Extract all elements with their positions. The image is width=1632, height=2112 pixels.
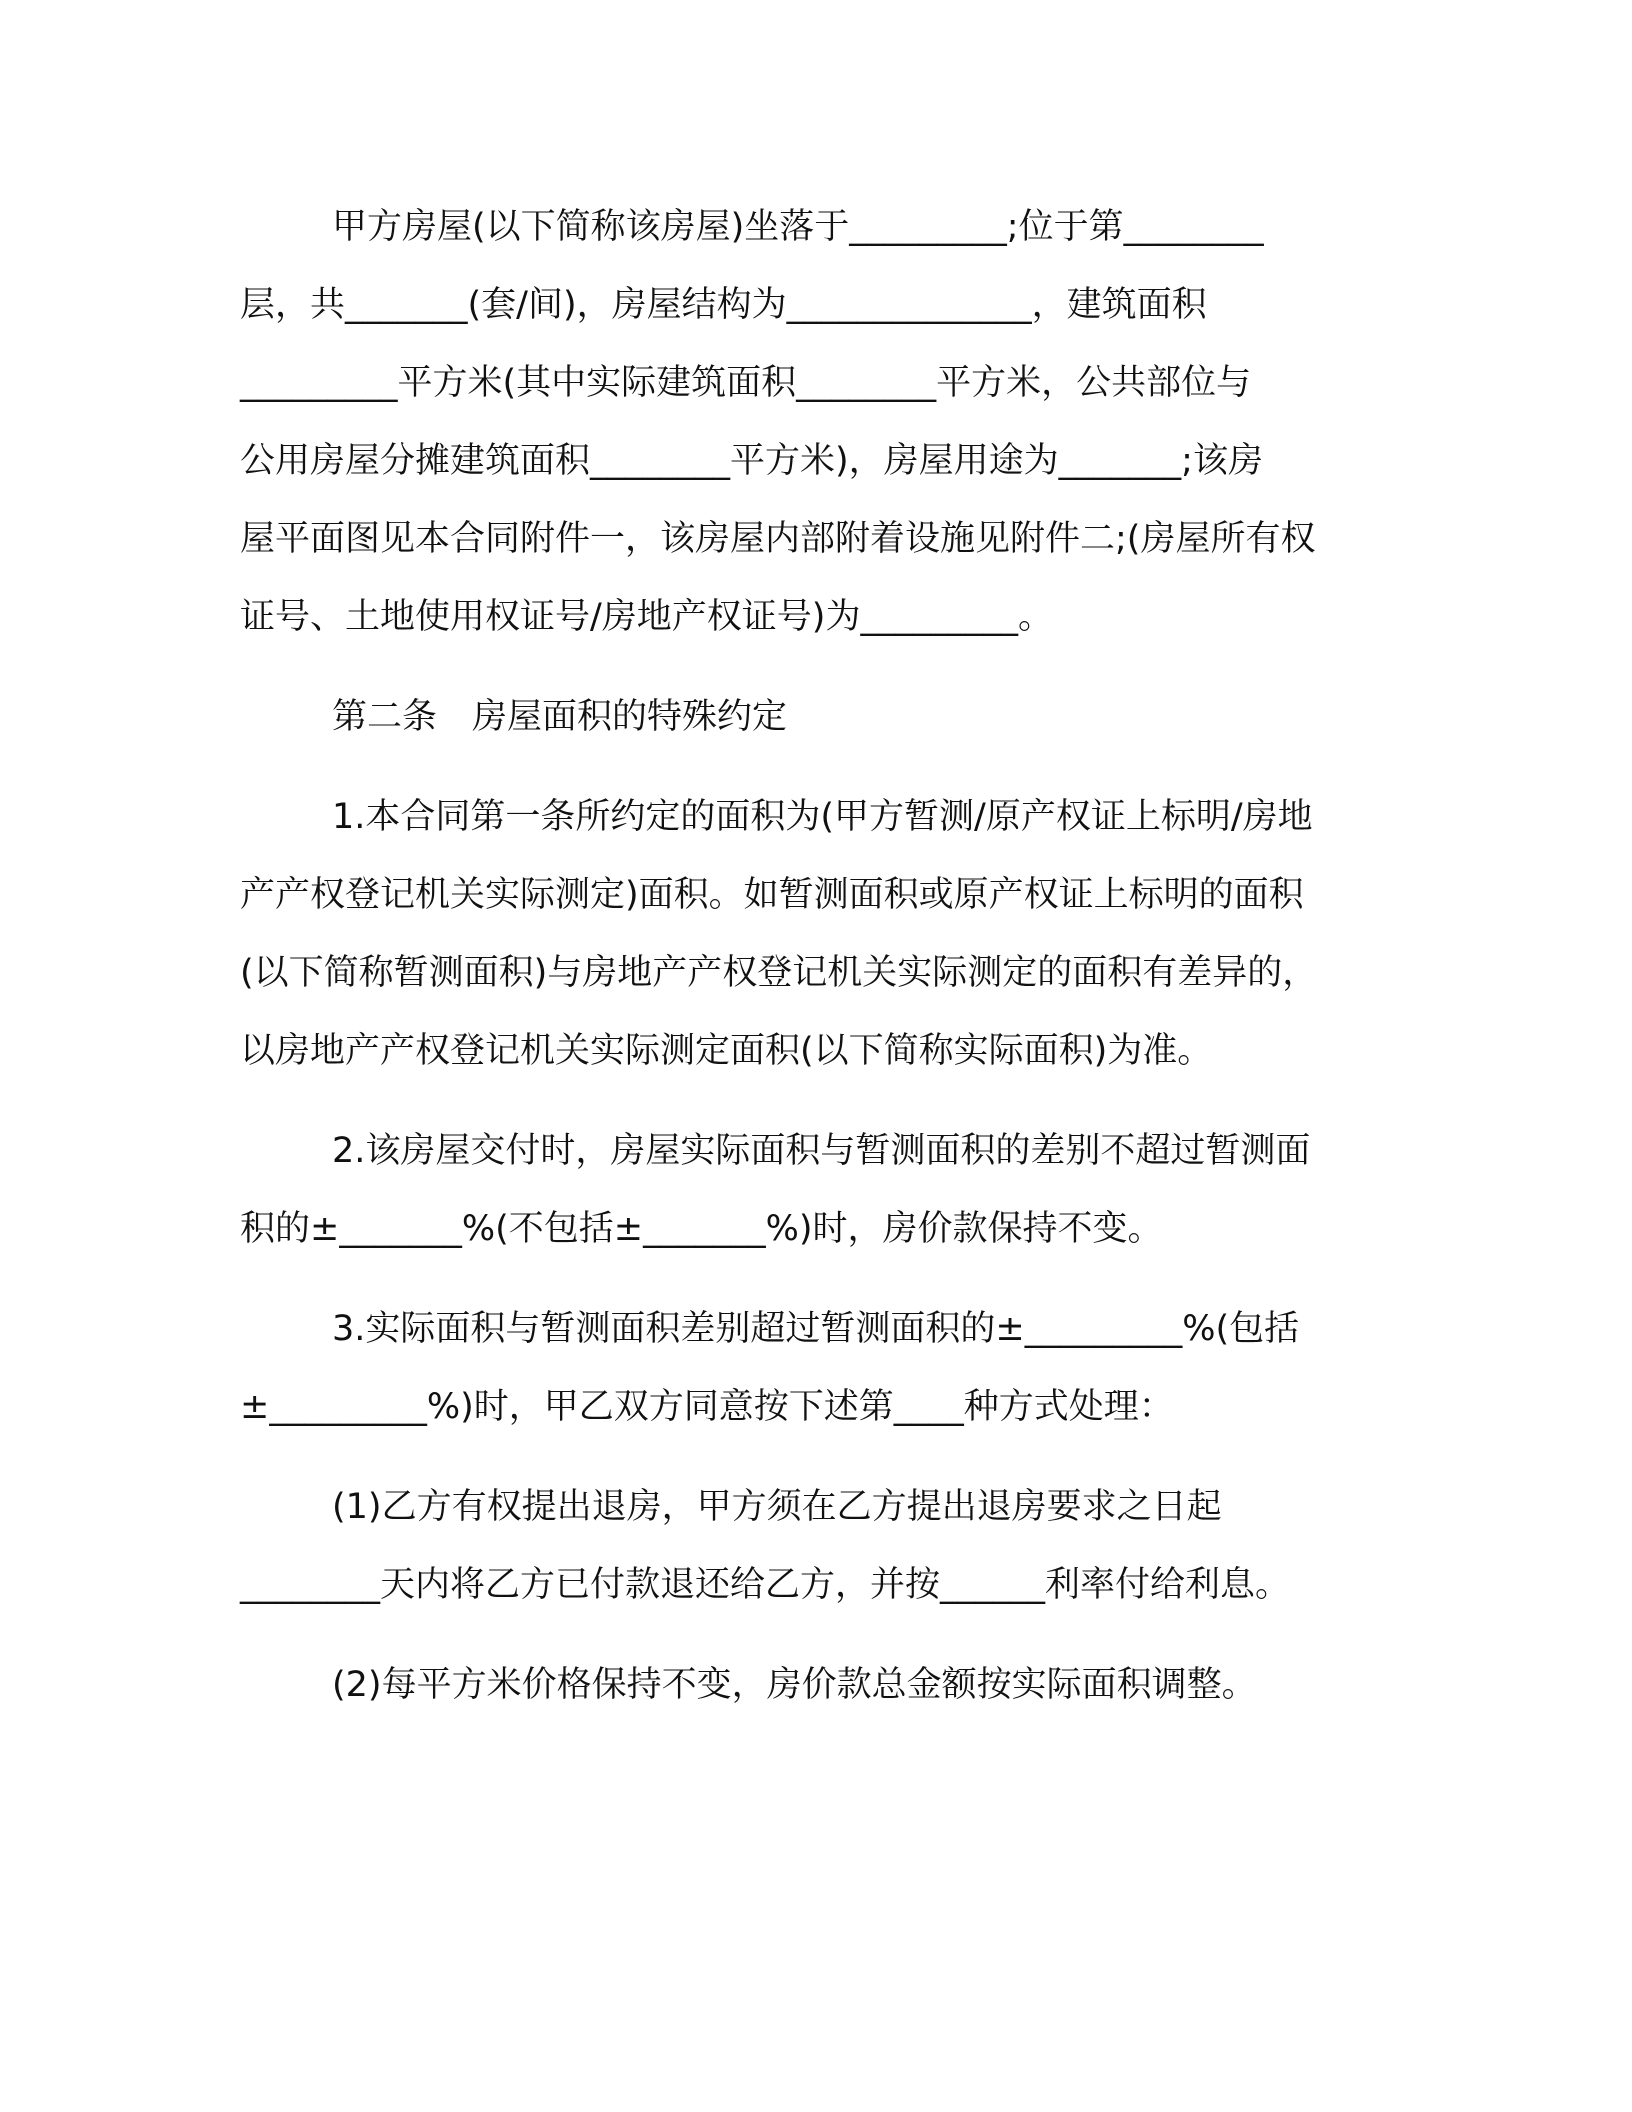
text-line: 以房地产产权登记机关实际测定面积(以下简称实际面积)为准。	[240, 1031, 1213, 1071]
text-line: 甲方房屋(以下简称该房屋)坐落于_________;位于第________	[332, 207, 1264, 247]
text-line: _________平方米(其中实际建筑面积________平方米，公共部位与	[240, 363, 1252, 403]
paragraph-property-description	[240, 188, 1390, 656]
text-line: 1.本合同第一条所约定的面积为(甲方暂测/原产权证上标明/房地	[332, 797, 1313, 837]
text-line: 3.实际面积与暂测面积差别超过暂测面积的±_________%(包括	[332, 1309, 1300, 1349]
clause-1	[240, 778, 1390, 1090]
article-heading	[240, 678, 1390, 756]
text-line: 公用房屋分摊建筑面积________平方米)，房屋用途为_______;该房	[240, 441, 1263, 481]
clause-3	[240, 1290, 1390, 1446]
text-line: (以下简称暂测面积)与房地产产权登记机关实际测定的面积有差异的，	[240, 953, 1318, 993]
text-line: (2)每平方米价格保持不变，房价款总金额按实际面积调整。	[332, 1665, 1257, 1705]
clause-2	[240, 1112, 1390, 1268]
text-line: ±_________%)时，甲乙双方同意按下述第____种方式处理：	[240, 1387, 1174, 1427]
text-line: 层，共_______(套/间)，房屋结构为______________，建筑面积	[240, 285, 1207, 325]
contract-body	[240, 188, 1390, 1724]
section-title: 第二条 房屋面积的特殊约定	[332, 697, 788, 737]
text-line: 屋平面图见本合同附件一，该房屋内部附着设施见附件二;(房屋所有权	[240, 519, 1316, 559]
option-2	[240, 1646, 1390, 1724]
option-1	[240, 1468, 1390, 1624]
text-line: 2.该房屋交付时，房屋实际面积与暂测面积的差别不超过暂测面	[332, 1131, 1311, 1171]
text-line: 证号、土地使用权证号/房地产权证号)为_________。	[240, 597, 1053, 637]
text-line: 产产权登记机关实际测定)面积。如暂测面积或原产权证上标明的面积	[240, 875, 1304, 915]
text-line: 积的±_______%(不包括±_______%)时，房价款保持不变。	[240, 1209, 1163, 1249]
text-line: ________天内将乙方已付款退还给乙方，并按______利率付给利息。	[240, 1565, 1291, 1605]
text-line: (1)乙方有权提出退房，甲方须在乙方提出退房要求之日起	[332, 1487, 1222, 1527]
